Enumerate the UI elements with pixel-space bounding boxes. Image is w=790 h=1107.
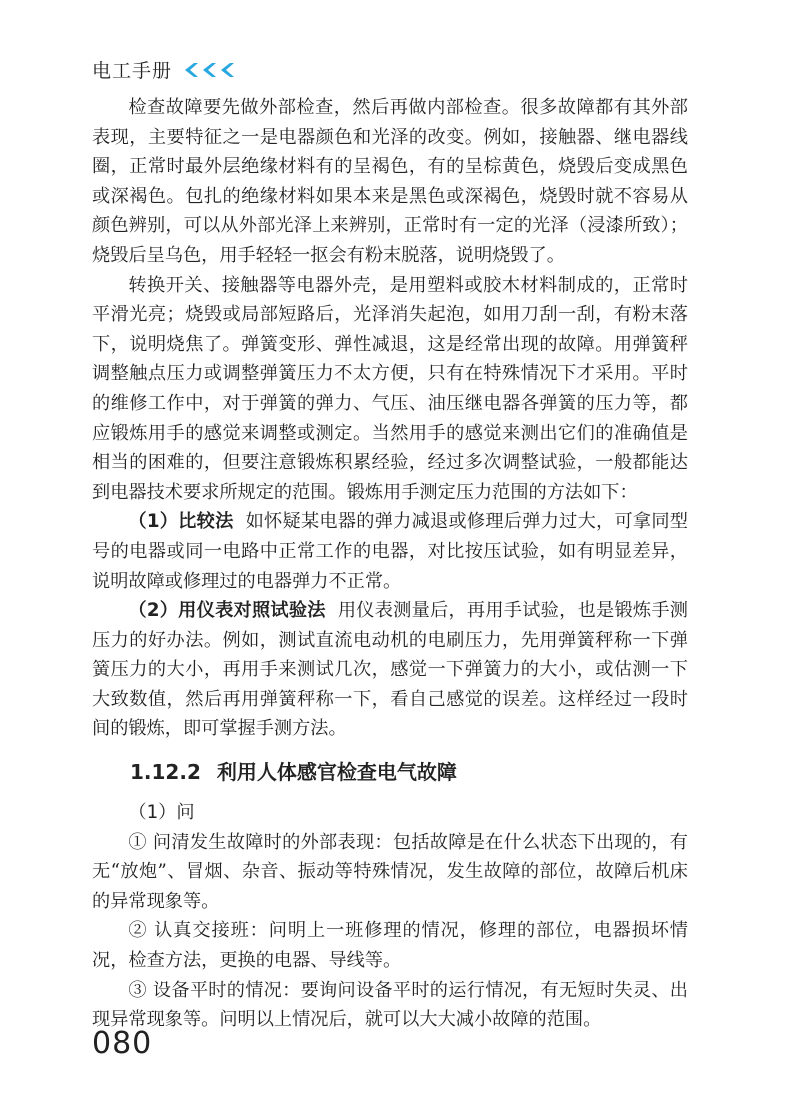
triple-chevron-left-icon [182,61,238,79]
page-body [92,93,688,1035]
page-number: 080 [92,1026,153,1061]
section-title: 利用人体感官检查电气故障 [216,760,457,785]
instrument-method-label: （2）用仪表对照试验法 [128,600,326,622]
list-item: ③ 设备平时的情况：要询问设备平时的运行情况，有无短时失灵、出现异常现象等。问明以上情况后，就可以大大减小故障的范围。 [92,979,688,1031]
running-header [92,56,238,83]
section-heading [130,756,688,788]
comparison-method-label: （1）比较法 [128,511,234,533]
paragraph-comparison-method [92,507,688,596]
comparison-method-text: 如怀疑某电器的弹力减退或修理后弹力过大，可拿同型号的电器或同一电路中正常工作的电器，对比按压试验，如有明显差异，说明故障或修理过的电器弹力不正常。 [92,511,688,592]
book-title: 电工手册 [92,60,173,82]
paragraph-appearance-check: 检查故障要先做外部检查，然后再做内部检查。很多故障都有其外部表现，主要特征之一是电器颜色和光泽的改变。例如，接触器、继电器线圈，正常时最外层绝缘材料有的呈褐色，有的呈棕黄色，烧毁后变成黑色或深褐色。包扎的绝缘材料如果本来是黑色或深褐色，烧毁时就不容易从颜色辨别，可以从外部光泽上来辨别，正常时有一定的光泽（浸漆所致）；烧毁后呈乌色，用手轻轻一抠会有粉末脱落，说明烧毁了。 [92,97,688,266]
paragraph-instrument-method [92,596,688,744]
list-item: ① 问清发生故障时的外部表现：包括故障是在什么状态下出现的，有无“放炮”、冒烟、杂音、振动等特殊情况，发生故障的部位，故障后机床的异常现象等。 [92,831,688,912]
paragraph-spring-check: 转换开关、接触器等电器外壳，是用塑料或胶木材料制成的，正常时平滑光亮；烧毁或局部短路后，光泽消失起泡，如用刀刮一刮，有粉末落下，说明烧焦了。弹簧变形、弹性减退，这是经常出现的故障。用弹簧秤调整触点压力或调整弹簧压力不太方便，只有在特殊情况下才采用。平时的维修工作中，对于弹簧的弹力、气压、油压继电器各弹簧的压力等，都应锻炼用手的感觉来调整或测定。当然用手的感觉来测出它们的准确值是相当的困难的，但要注意锻炼积累经验，经过多次调整试验，一般都能达到电器技术要求所规定的范围。锻炼用手测定压力范围的方法如下： [92,274,688,503]
list-item: ② 认真交接班：问明上一班修理的情况，修理的部位，电器损坏情况，检查方法，更换的电器、导线等。 [92,920,688,972]
section-number: 1.12.2 [130,760,201,785]
subsection-title: （1）问 [128,802,195,824]
instrument-method-text: 用仪表测量后，再用手试验，也是锻炼手测压力的好办法。例如，测试直流电动机的电刷压力，先用弹簧秤称一下弹簧压力的大小，再用手来测试几次，感觉一下弹簧力的大小，或估测一下大致数值，然后再用弹簧秤称一下，看自己感觉的误差。这样经过一段时间的锻炼，即可掌握手测方法。 [92,600,688,740]
